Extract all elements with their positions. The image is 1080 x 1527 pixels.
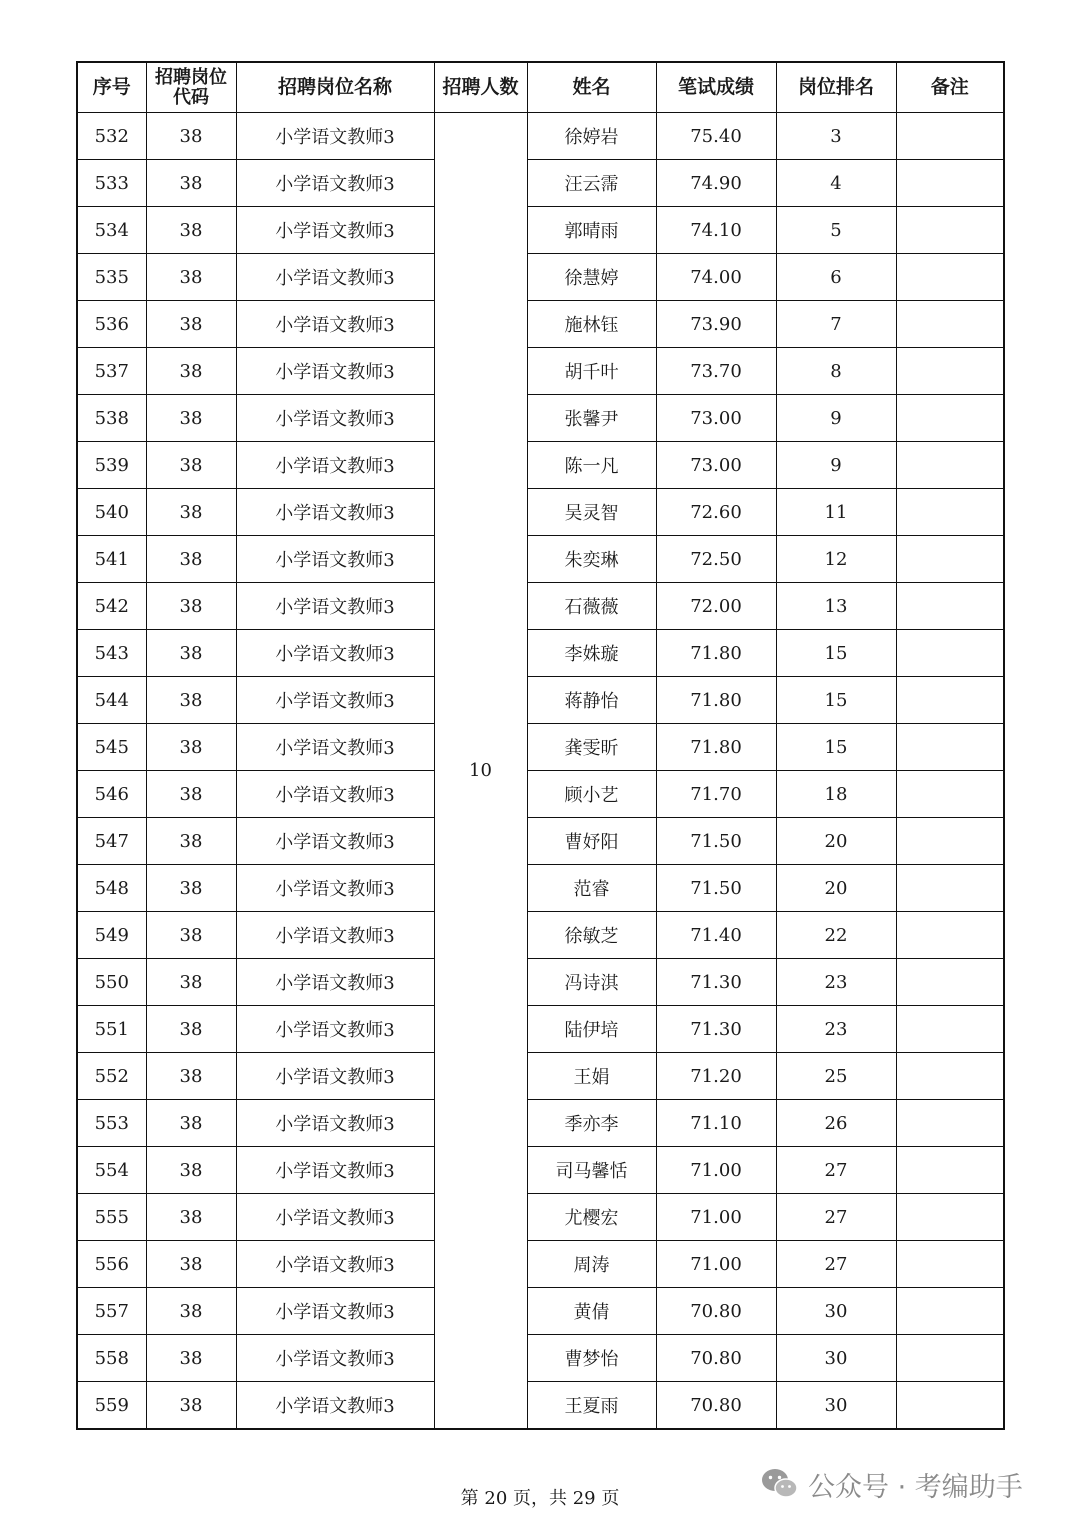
- rank-cell: 5: [776, 207, 896, 254]
- post-code-cell: 38: [146, 1241, 236, 1288]
- table-row: [77, 724, 1004, 771]
- name-cell: 朱奕琳: [527, 536, 656, 583]
- score-cell: 71.50: [656, 865, 776, 912]
- score-cell: 71.70: [656, 771, 776, 818]
- serial-cell: 552: [77, 1053, 146, 1100]
- remarks-cell: [896, 724, 1004, 771]
- post-name-cell: 小学语文教师3: [236, 771, 434, 818]
- score-cell: 72.50: [656, 536, 776, 583]
- score-cell: 72.60: [656, 489, 776, 536]
- score-cell: 71.80: [656, 630, 776, 677]
- remarks-cell: [896, 865, 1004, 912]
- header-name: 姓名: [527, 62, 656, 113]
- table-row: [77, 1006, 1004, 1053]
- score-cell: 71.80: [656, 724, 776, 771]
- post-name-cell: 小学语文教师3: [236, 442, 434, 489]
- remarks-cell: [896, 677, 1004, 724]
- score-cell: 71.40: [656, 912, 776, 959]
- rank-cell: 20: [776, 818, 896, 865]
- table-row: [77, 1100, 1004, 1147]
- rank-cell: 9: [776, 442, 896, 489]
- name-cell: 胡千叶: [527, 348, 656, 395]
- name-cell: 李姝璇: [527, 630, 656, 677]
- post-name-cell: 小学语文教师3: [236, 489, 434, 536]
- serial-cell: 534: [77, 207, 146, 254]
- name-cell: 汪云霈: [527, 160, 656, 207]
- post-code-cell: 38: [146, 160, 236, 207]
- serial-cell: 550: [77, 959, 146, 1006]
- post-code-cell: 38: [146, 630, 236, 677]
- post-code-cell: 38: [146, 1100, 236, 1147]
- remarks-cell: [896, 160, 1004, 207]
- post-code-cell: 38: [146, 912, 236, 959]
- rank-cell: 4: [776, 160, 896, 207]
- remarks-cell: [896, 818, 1004, 865]
- table-row: [77, 912, 1004, 959]
- post-name-cell: 小学语文教师3: [236, 1100, 434, 1147]
- post-code-cell: 38: [146, 959, 236, 1006]
- remarks-cell: [896, 489, 1004, 536]
- name-cell: 曹梦怡: [527, 1335, 656, 1382]
- serial-cell: 535: [77, 254, 146, 301]
- header-serial: 序号: [77, 62, 146, 113]
- rank-cell: 18: [776, 771, 896, 818]
- serial-cell: 538: [77, 395, 146, 442]
- watermark: [760, 1462, 1023, 1506]
- remarks-cell: [896, 1194, 1004, 1241]
- score-cell: 73.00: [656, 395, 776, 442]
- serial-cell: 553: [77, 1100, 146, 1147]
- serial-cell: 541: [77, 536, 146, 583]
- table-row: [77, 583, 1004, 630]
- remarks-cell: [896, 912, 1004, 959]
- name-cell: 王娟: [527, 1053, 656, 1100]
- name-cell: 顾小艺: [527, 771, 656, 818]
- post-code-cell: 38: [146, 1288, 236, 1335]
- name-cell: 徐慧婷: [527, 254, 656, 301]
- remarks-cell: [896, 395, 1004, 442]
- post-name-cell: 小学语文教师3: [236, 1147, 434, 1194]
- name-cell: 司马馨恬: [527, 1147, 656, 1194]
- name-cell: 尤樱宏: [527, 1194, 656, 1241]
- rank-cell: 20: [776, 865, 896, 912]
- remarks-cell: [896, 207, 1004, 254]
- serial-cell: 555: [77, 1194, 146, 1241]
- post-code-cell: 38: [146, 1053, 236, 1100]
- rank-cell: 30: [776, 1288, 896, 1335]
- table-row: [77, 536, 1004, 583]
- post-code-cell: 38: [146, 489, 236, 536]
- post-code-cell: 38: [146, 1006, 236, 1053]
- score-cell: 70.80: [656, 1382, 776, 1430]
- header-post-name: 招聘岗位名称: [236, 62, 434, 113]
- rank-cell: 3: [776, 113, 896, 160]
- table-row: [77, 113, 1004, 160]
- name-cell: 徐敏芝: [527, 912, 656, 959]
- score-cell: 74.10: [656, 207, 776, 254]
- serial-cell: 545: [77, 724, 146, 771]
- post-code-cell: 38: [146, 865, 236, 912]
- score-cell: 71.00: [656, 1241, 776, 1288]
- header-rank: 岗位排名: [776, 62, 896, 113]
- name-cell: 季亦李: [527, 1100, 656, 1147]
- name-cell: 吴灵智: [527, 489, 656, 536]
- score-cell: 71.00: [656, 1147, 776, 1194]
- rank-cell: 11: [776, 489, 896, 536]
- results-table: [76, 61, 1005, 1430]
- post-name-cell: 小学语文教师3: [236, 536, 434, 583]
- post-name-cell: 小学语文教师3: [236, 1194, 434, 1241]
- name-cell: 徐婷岩: [527, 113, 656, 160]
- header-post-code: 招聘岗位代码: [146, 62, 236, 113]
- rank-cell: 27: [776, 1194, 896, 1241]
- post-code-cell: 38: [146, 207, 236, 254]
- table-row: [77, 630, 1004, 677]
- rank-cell: 23: [776, 1006, 896, 1053]
- name-cell: 张馨尹: [527, 395, 656, 442]
- watermark-text: 公众号 · 考编助手: [808, 1471, 1023, 1503]
- hire-count-cell: 10: [434, 113, 527, 1430]
- post-name-cell: 小学语文教师3: [236, 254, 434, 301]
- post-code-cell: 38: [146, 442, 236, 489]
- rank-cell: 30: [776, 1335, 896, 1382]
- table-row: [77, 207, 1004, 254]
- page-number: 第 20 页，共 29 页: [460, 1488, 620, 1509]
- serial-cell: 537: [77, 348, 146, 395]
- post-name-cell: 小学语文教师3: [236, 301, 434, 348]
- name-cell: 冯诗淇: [527, 959, 656, 1006]
- post-name-cell: 小学语文教师3: [236, 677, 434, 724]
- rank-cell: 12: [776, 536, 896, 583]
- table-row: [77, 395, 1004, 442]
- rank-cell: 30: [776, 1382, 896, 1430]
- post-code-cell: 38: [146, 724, 236, 771]
- table-row: [77, 1194, 1004, 1241]
- remarks-cell: [896, 959, 1004, 1006]
- post-code-cell: 38: [146, 1382, 236, 1430]
- remarks-cell: [896, 1053, 1004, 1100]
- table-row: [77, 442, 1004, 489]
- serial-cell: 547: [77, 818, 146, 865]
- remarks-cell: [896, 1006, 1004, 1053]
- score-cell: 71.30: [656, 1006, 776, 1053]
- rank-cell: 6: [776, 254, 896, 301]
- remarks-cell: [896, 301, 1004, 348]
- header-hire-count: 招聘人数: [434, 62, 527, 113]
- name-cell: 黄倩: [527, 1288, 656, 1335]
- table-row: [77, 1053, 1004, 1100]
- score-cell: 73.90: [656, 301, 776, 348]
- remarks-cell: [896, 254, 1004, 301]
- rank-cell: 26: [776, 1100, 896, 1147]
- table-row: [77, 160, 1004, 207]
- rank-cell: 8: [776, 348, 896, 395]
- post-name-cell: 小学语文教师3: [236, 207, 434, 254]
- name-cell: 蒋静怡: [527, 677, 656, 724]
- post-name-cell: 小学语文教师3: [236, 583, 434, 630]
- remarks-cell: [896, 1147, 1004, 1194]
- table-body: [77, 113, 1004, 1430]
- post-code-cell: 38: [146, 254, 236, 301]
- remarks-cell: [896, 1241, 1004, 1288]
- score-cell: 73.00: [656, 442, 776, 489]
- rank-cell: 13: [776, 583, 896, 630]
- name-cell: 施林钰: [527, 301, 656, 348]
- name-cell: 龚雯昕: [527, 724, 656, 771]
- post-name-cell: 小学语文教师3: [236, 959, 434, 1006]
- score-cell: 74.90: [656, 160, 776, 207]
- score-cell: 71.00: [656, 1194, 776, 1241]
- post-name-cell: 小学语文教师3: [236, 1335, 434, 1382]
- post-name-cell: 小学语文教师3: [236, 160, 434, 207]
- rank-cell: 15: [776, 630, 896, 677]
- remarks-cell: [896, 1288, 1004, 1335]
- post-code-cell: 38: [146, 348, 236, 395]
- serial-cell: 549: [77, 912, 146, 959]
- post-code-cell: 38: [146, 301, 236, 348]
- score-cell: 74.00: [656, 254, 776, 301]
- name-cell: 石薇薇: [527, 583, 656, 630]
- name-cell: 范睿: [527, 865, 656, 912]
- remarks-cell: [896, 630, 1004, 677]
- post-name-cell: 小学语文教师3: [236, 395, 434, 442]
- post-code-cell: 38: [146, 536, 236, 583]
- table-row: [77, 1288, 1004, 1335]
- serial-cell: 546: [77, 771, 146, 818]
- serial-cell: 558: [77, 1335, 146, 1382]
- serial-cell: 554: [77, 1147, 146, 1194]
- post-code-cell: 38: [146, 1335, 236, 1382]
- serial-cell: 548: [77, 865, 146, 912]
- table-row: [77, 1335, 1004, 1382]
- post-name-cell: 小学语文教师3: [236, 1053, 434, 1100]
- post-code-cell: 38: [146, 1194, 236, 1241]
- score-cell: 75.40: [656, 113, 776, 160]
- score-cell: 70.80: [656, 1288, 776, 1335]
- table-row: [77, 301, 1004, 348]
- rank-cell: 23: [776, 959, 896, 1006]
- post-name-cell: 小学语文教师3: [236, 818, 434, 865]
- table-row: [77, 1241, 1004, 1288]
- serial-cell: 559: [77, 1382, 146, 1430]
- score-cell: 71.50: [656, 818, 776, 865]
- name-cell: 陈一凡: [527, 442, 656, 489]
- serial-cell: 533: [77, 160, 146, 207]
- rank-cell: 15: [776, 677, 896, 724]
- post-code-cell: 38: [146, 677, 236, 724]
- post-name-cell: 小学语文教师3: [236, 1006, 434, 1053]
- rank-cell: 7: [776, 301, 896, 348]
- remarks-cell: [896, 583, 1004, 630]
- post-name-cell: 小学语文教师3: [236, 1241, 434, 1288]
- serial-cell: 539: [77, 442, 146, 489]
- remarks-cell: [896, 1382, 1004, 1430]
- rank-cell: 9: [776, 395, 896, 442]
- post-name-cell: 小学语文教师3: [236, 113, 434, 160]
- name-cell: 周涛: [527, 1241, 656, 1288]
- name-cell: 王夏雨: [527, 1382, 656, 1430]
- remarks-cell: [896, 536, 1004, 583]
- table-row: [77, 489, 1004, 536]
- score-cell: 71.30: [656, 959, 776, 1006]
- remarks-cell: [896, 771, 1004, 818]
- table-row: [77, 1147, 1004, 1194]
- score-cell: 71.10: [656, 1100, 776, 1147]
- table-row: [77, 254, 1004, 301]
- name-cell: 陆伊培: [527, 1006, 656, 1053]
- score-cell: 70.80: [656, 1335, 776, 1382]
- remarks-cell: [896, 348, 1004, 395]
- rank-cell: 15: [776, 724, 896, 771]
- post-name-cell: 小学语文教师3: [236, 630, 434, 677]
- post-name-cell: 小学语文教师3: [236, 348, 434, 395]
- name-cell: 郭晴雨: [527, 207, 656, 254]
- remarks-cell: [896, 1335, 1004, 1382]
- post-code-cell: 38: [146, 818, 236, 865]
- serial-cell: 540: [77, 489, 146, 536]
- rank-cell: 27: [776, 1147, 896, 1194]
- table-row: [77, 959, 1004, 1006]
- serial-cell: 557: [77, 1288, 146, 1335]
- rank-cell: 25: [776, 1053, 896, 1100]
- post-code-cell: 38: [146, 1147, 236, 1194]
- serial-cell: 543: [77, 630, 146, 677]
- header-score: 笔试成绩: [656, 62, 776, 113]
- post-name-cell: 小学语文教师3: [236, 1382, 434, 1430]
- wechat-icon: [760, 1466, 800, 1502]
- score-cell: 71.20: [656, 1053, 776, 1100]
- score-cell: 71.80: [656, 677, 776, 724]
- table-row: [77, 348, 1004, 395]
- header-row: [77, 62, 1004, 113]
- remarks-cell: [896, 1100, 1004, 1147]
- serial-cell: 532: [77, 113, 146, 160]
- post-name-cell: 小学语文教师3: [236, 724, 434, 771]
- remarks-cell: [896, 442, 1004, 489]
- post-code-cell: 38: [146, 395, 236, 442]
- serial-cell: 551: [77, 1006, 146, 1053]
- table-row: [77, 1382, 1004, 1430]
- score-cell: 73.70: [656, 348, 776, 395]
- serial-cell: 544: [77, 677, 146, 724]
- post-code-cell: 38: [146, 583, 236, 630]
- table-row: [77, 677, 1004, 724]
- serial-cell: 536: [77, 301, 146, 348]
- post-code-cell: 38: [146, 771, 236, 818]
- post-name-cell: 小学语文教师3: [236, 1288, 434, 1335]
- rank-cell: 27: [776, 1241, 896, 1288]
- rank-cell: 22: [776, 912, 896, 959]
- post-name-cell: 小学语文教师3: [236, 912, 434, 959]
- name-cell: 曹妤阳: [527, 818, 656, 865]
- post-code-cell: 38: [146, 113, 236, 160]
- score-cell: 72.00: [656, 583, 776, 630]
- serial-cell: 556: [77, 1241, 146, 1288]
- serial-cell: 542: [77, 583, 146, 630]
- remarks-cell: [896, 113, 1004, 160]
- table-row: [77, 771, 1004, 818]
- table-row: [77, 818, 1004, 865]
- table-row: [77, 865, 1004, 912]
- header-remarks: 备注: [896, 62, 1004, 113]
- post-name-cell: 小学语文教师3: [236, 865, 434, 912]
